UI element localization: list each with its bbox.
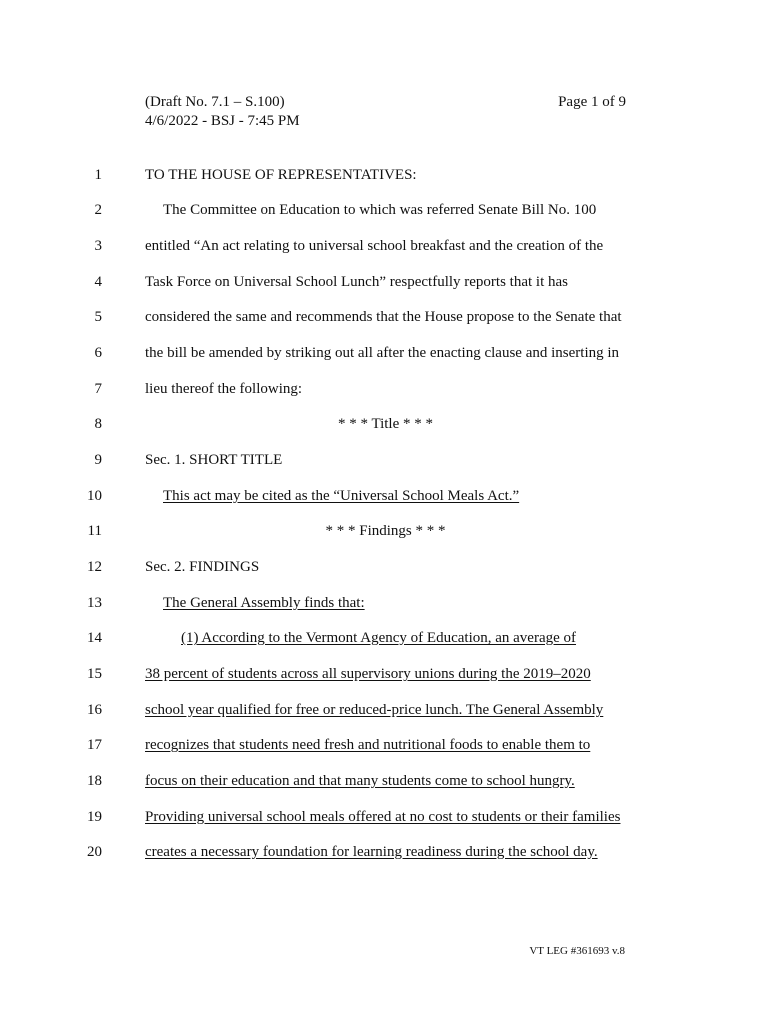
line-18 — [0, 769, 770, 793]
line-number: 16 — [87, 702, 102, 718]
line-6 — [0, 341, 770, 365]
line-number: 13 — [87, 595, 102, 611]
line-number: 20 — [87, 844, 102, 860]
line-text: entitled “An act relating to universal school breakfast and the creation of the — [145, 238, 604, 254]
line-4 — [0, 270, 770, 294]
section-heading: Sec. 2. FINDINGS — [145, 559, 260, 575]
line-number: 11 — [87, 523, 102, 539]
line-text: This act may be cited as the “Universal School Meals Act.” — [163, 488, 520, 504]
line-text: creates a necessary foundation for learning readiness during the school day. — [145, 844, 598, 860]
line-7 — [0, 377, 770, 401]
line-20 — [0, 840, 770, 864]
line-text: lieu thereof the following: — [145, 381, 303, 397]
line-15 — [0, 662, 770, 686]
line-number: 12 — [87, 559, 102, 575]
line-number: 6 — [94, 345, 102, 361]
line-text: The Committee on Education to which was referred Senate Bill No. 100 — [163, 202, 597, 218]
line-number: 7 — [94, 381, 102, 397]
line-19 — [0, 805, 770, 829]
line-number: 4 — [94, 274, 102, 290]
line-text: (1) According to the Vermont Agency of Education, an average of — [181, 630, 577, 646]
line-number: 19 — [87, 809, 102, 825]
line-number: 2 — [94, 202, 102, 218]
line-number: 8 — [94, 416, 102, 432]
section-divider-title: * * * Title * * * — [337, 416, 434, 432]
line-8 — [0, 412, 770, 436]
draft-number: (Draft No. 7.1 – S.100) — [145, 94, 285, 110]
line-5 — [0, 305, 770, 329]
line-text: TO THE HOUSE OF REPRESENTATIVES: — [145, 167, 417, 183]
draft-date-time: 4/6/2022 - BSJ - 7:45 PM — [145, 113, 300, 129]
line-text: focus on their education and that many students come to school hungry. — [145, 773, 575, 789]
line-text: 38 percent of students across all supervisory unions during the 2019–2020 — [145, 666, 591, 682]
line-number: 17 — [87, 737, 102, 753]
line-number: 3 — [94, 238, 102, 254]
line-text: school year qualified for free or reduced-price lunch. The General Assembly — [145, 702, 604, 718]
line-number: 15 — [87, 666, 102, 682]
line-number: 10 — [87, 488, 102, 504]
line-16 — [0, 698, 770, 722]
line-13 — [0, 591, 770, 615]
line-number: 5 — [94, 309, 102, 325]
document-footer-code: VT LEG #361693 v.8 — [529, 945, 625, 957]
line-3 — [0, 234, 770, 258]
line-12 — [0, 555, 770, 579]
line-number: 9 — [94, 452, 102, 468]
line-1 — [0, 163, 770, 187]
line-10 — [0, 484, 770, 508]
line-number: 18 — [87, 773, 102, 789]
line-11 — [0, 519, 770, 543]
page-number: Page 1 of 9 — [558, 94, 626, 110]
line-number: 14 — [87, 630, 102, 646]
line-text: the bill be amended by striking out all after the enacting clause and inserting in — [145, 345, 620, 361]
line-9 — [0, 448, 770, 472]
section-heading: Sec. 1. SHORT TITLE — [145, 452, 283, 468]
line-text: The General Assembly finds that: — [163, 595, 365, 611]
line-text: recognizes that students need fresh and nutritional foods to enable them to — [145, 737, 591, 753]
line-number: 1 — [94, 167, 102, 183]
draft-header — [145, 93, 300, 131]
line-text: considered the same and recommends that the House propose to the Senate that — [145, 309, 622, 325]
section-divider-findings: * * * Findings * * * — [325, 523, 446, 539]
line-14 — [0, 626, 770, 650]
line-text: Providing universal school meals offered at no cost to students or their families — [145, 809, 621, 825]
line-text: Task Force on Universal School Lunch” respectfully reports that it has — [145, 274, 569, 290]
line-17 — [0, 733, 770, 757]
line-2 — [0, 198, 770, 222]
